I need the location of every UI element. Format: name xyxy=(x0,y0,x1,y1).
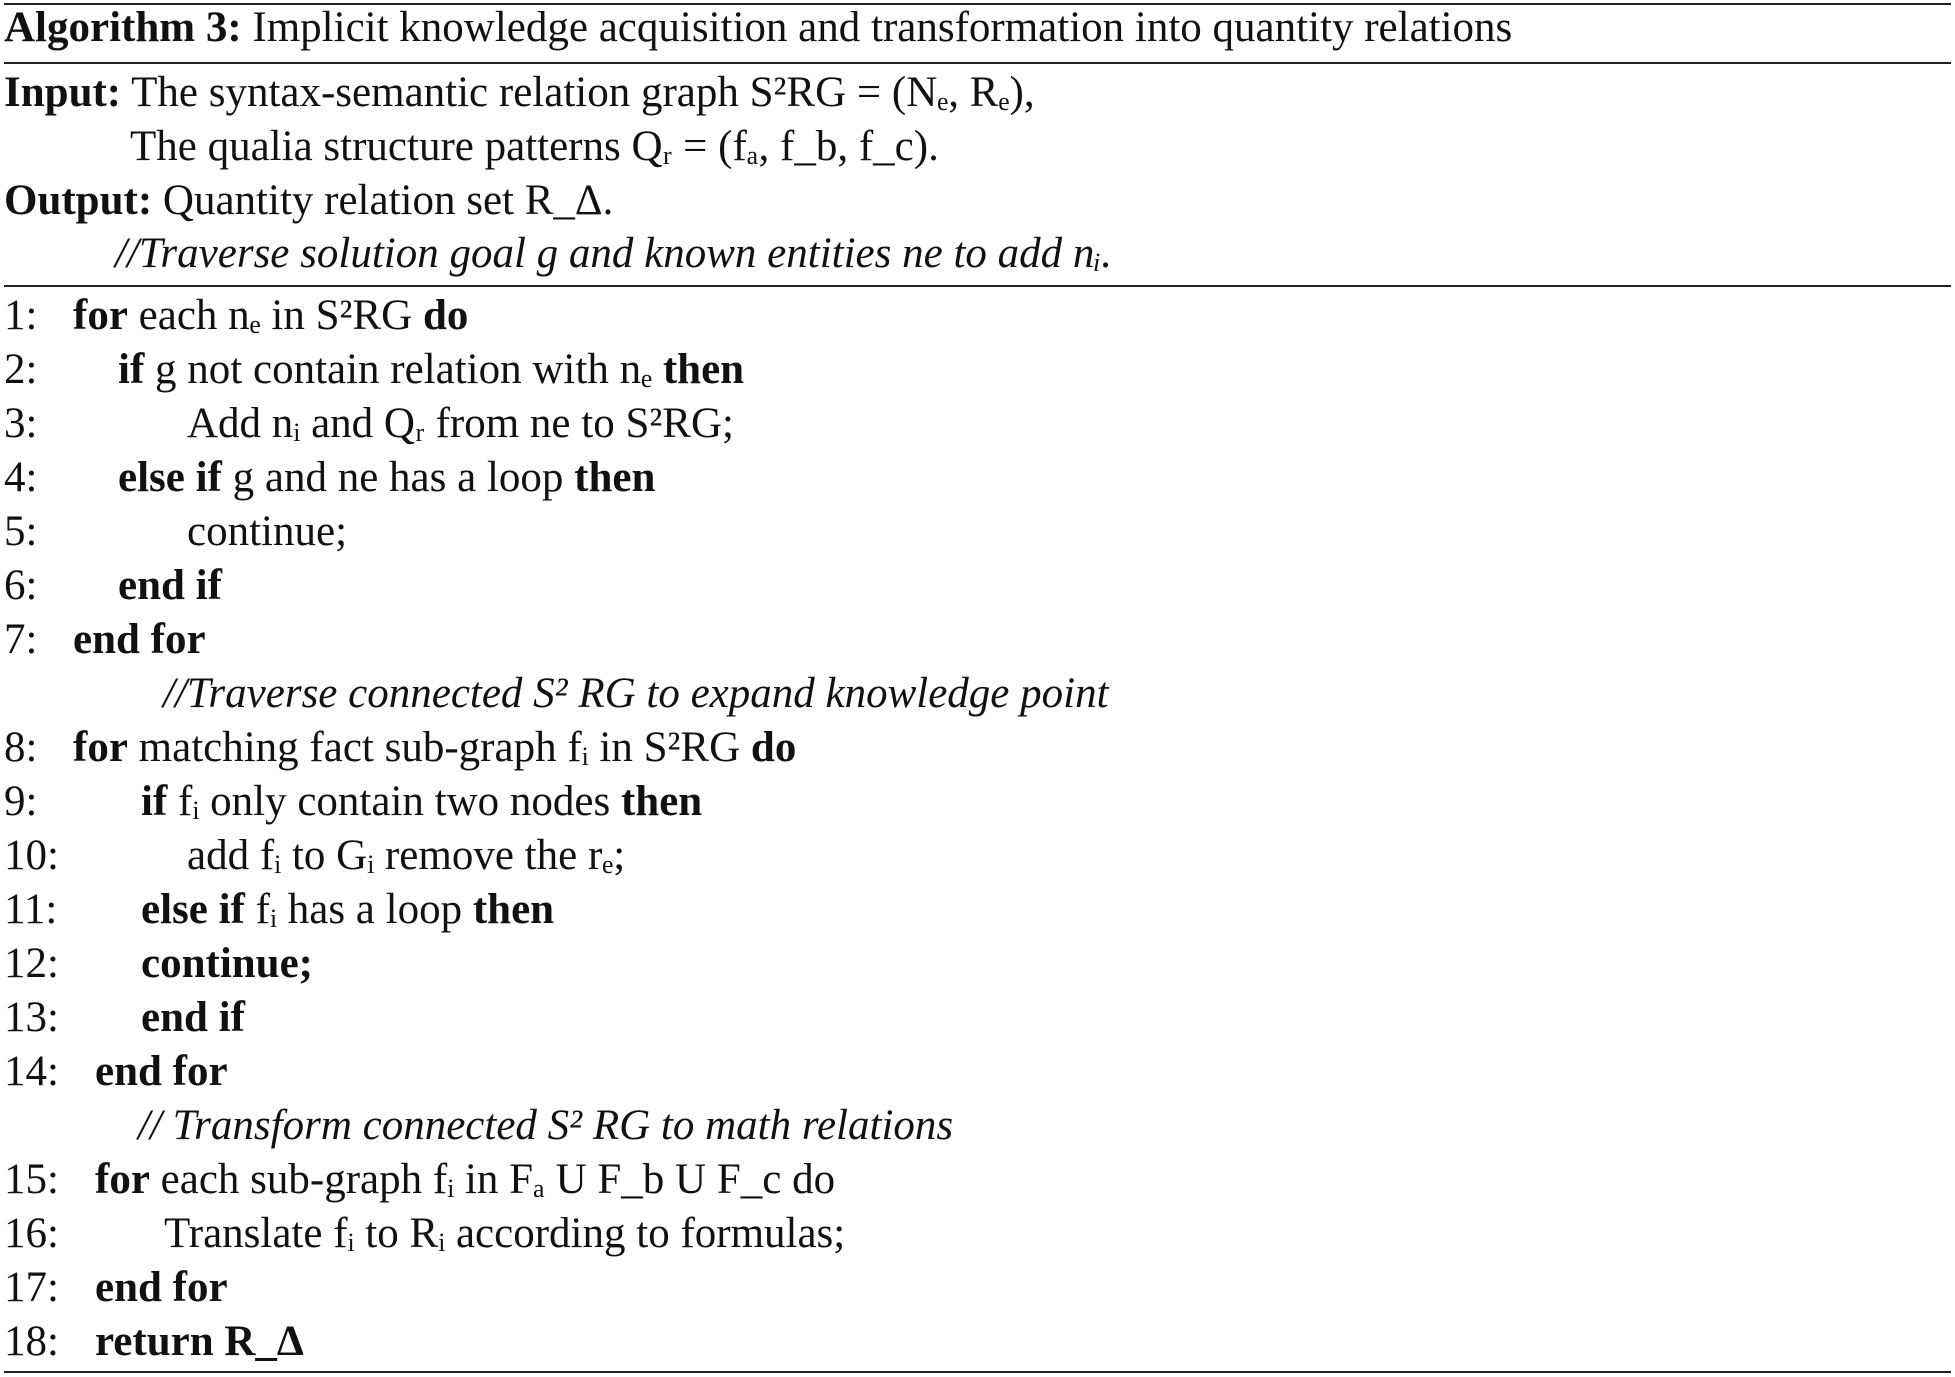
bottom-rule xyxy=(4,1371,1951,1373)
algorithm-header xyxy=(4,2,1512,54)
step-num: 15: xyxy=(4,1156,59,1203)
comment-2: //Traverse connected S² RG to expand knowledge point xyxy=(163,670,1109,717)
step-text: Translate fᵢ to Rᵢ according to formulas; xyxy=(164,1210,846,1257)
input-line-1 xyxy=(4,67,1035,119)
output-text: Quantity relation set R_Δ. xyxy=(162,177,614,224)
step-text: Add nᵢ and Qᵣ from ne to S²RG; xyxy=(187,400,734,447)
step-text: continue; xyxy=(187,508,348,555)
step-num: 17: xyxy=(4,1264,59,1311)
step-num: 4: xyxy=(4,454,38,501)
step-num: 11: xyxy=(4,886,58,933)
step-num: 1: xyxy=(4,292,38,339)
step-num: 3: xyxy=(4,400,38,447)
comment-1: //Traverse solution goal g and known entities ne to add nᵢ. xyxy=(115,230,1112,277)
step-num: 7: xyxy=(4,616,38,663)
step-num: 5: xyxy=(4,508,38,555)
step-num: 14: xyxy=(4,1048,59,1095)
step-text: else if g and ne has a loop then xyxy=(118,454,656,501)
step-num: 12: xyxy=(4,940,59,987)
output-line xyxy=(4,175,613,227)
step-num: 9: xyxy=(4,778,38,825)
step-text: else if fᵢ has a loop then xyxy=(141,886,555,933)
step-text: add fᵢ to Gᵢ remove the rₑ; xyxy=(187,832,626,879)
step-text: for matching fact sub-graph fᵢ in S²RG do xyxy=(73,724,797,771)
step-num: 6: xyxy=(4,562,38,609)
algorithm-title: Implicit knowledge acquisition and transformation into quantity relations xyxy=(252,4,1513,51)
input-text-1: The syntax-semantic relation graph S²RG = (Nₑ, Rₑ), xyxy=(131,69,1035,116)
step-text: end if xyxy=(118,562,222,609)
input-line-2: The qualia structure patterns Qᵣ = (fₐ, f_b, f_c). xyxy=(130,123,939,170)
step-text: end for xyxy=(95,1048,228,1095)
step-text: for each sub-graph fᵢ in Fₐ U F_b U F_c do xyxy=(95,1156,836,1203)
step-text: return R_Δ xyxy=(95,1318,304,1365)
step-num: 2: xyxy=(4,346,38,393)
step-text: for each nₑ in S²RG do xyxy=(73,292,469,339)
comment-3: // Transform connected S² RG to math relations xyxy=(138,1102,954,1149)
header-rule xyxy=(4,62,1951,64)
algorithm-label: Algorithm 3: xyxy=(4,4,242,51)
step-text: end for xyxy=(73,616,206,663)
step-num: 18: xyxy=(4,1318,59,1365)
step-num: 10: xyxy=(4,832,59,879)
step-text: if g not contain relation with nₑ then xyxy=(118,346,745,393)
step-num: 16: xyxy=(4,1210,59,1257)
step-text: end if xyxy=(141,994,245,1041)
step-num: 8: xyxy=(4,724,38,771)
step-text: end for xyxy=(95,1264,228,1311)
step-text: if fᵢ only contain two nodes then xyxy=(141,778,703,825)
output-label: Output: xyxy=(4,177,153,224)
body-rule xyxy=(4,285,1951,287)
input-label: Input: xyxy=(4,69,122,116)
step-num: 13: xyxy=(4,994,59,1041)
step-text: continue; xyxy=(141,940,313,987)
